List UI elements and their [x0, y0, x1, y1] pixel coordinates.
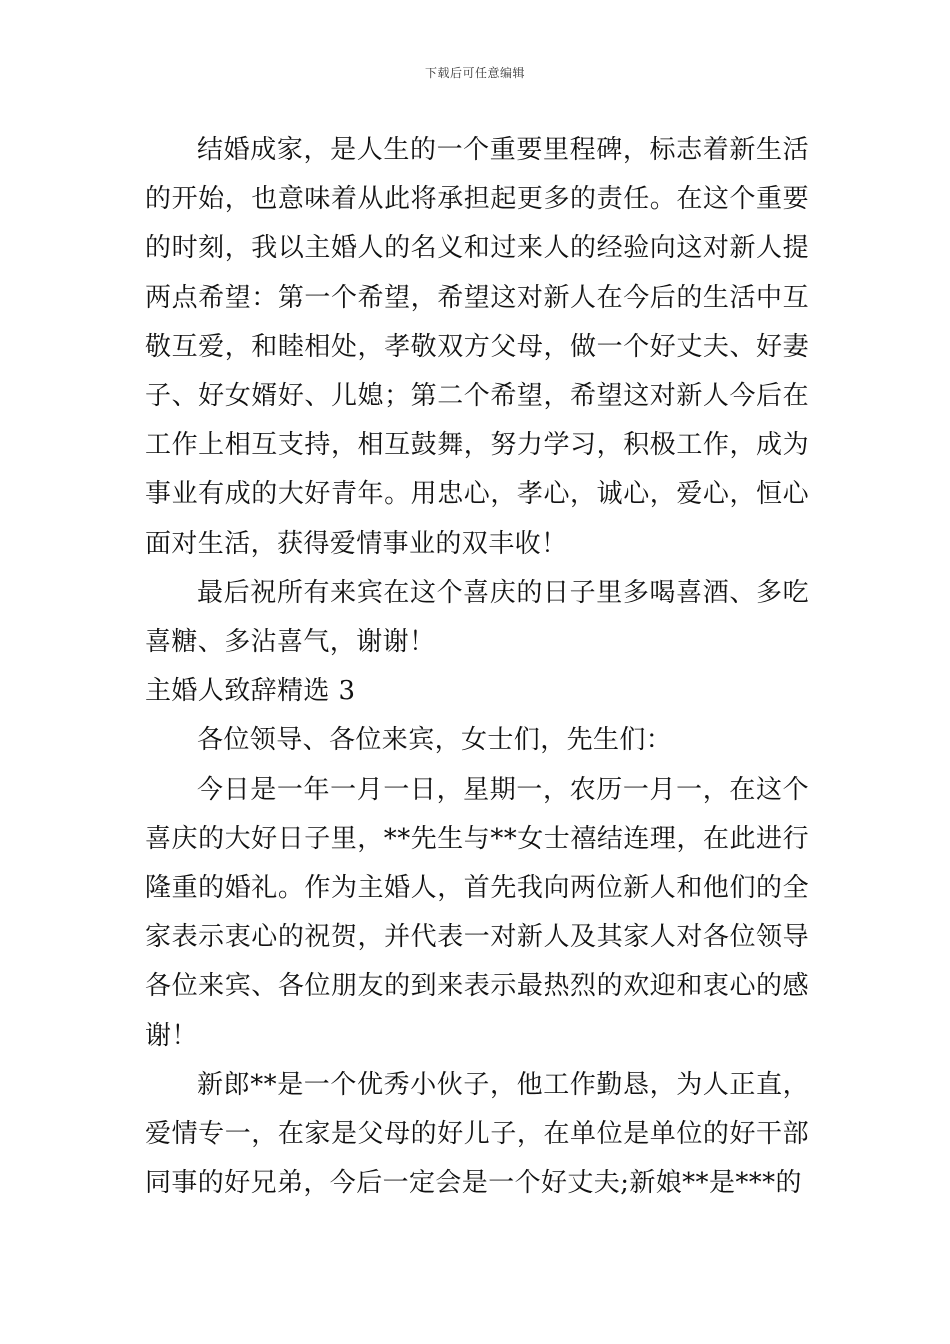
document-body: [145, 126, 809, 1208]
paragraph-wedding-announcement: 今日是一年一月一日，星期一，农历一月一，在这个喜庆的大好日子里，**先生与**女士禧结连理，在此进行隆重的婚礼。作为主婚人，首先我向两位新人和他们的全家表示衷心的祝贺，并代表一对新人及其家人对各位领导各位来宾、各位朋友的到来表示最热烈的欢迎和衷心的感谢！: [145, 774, 809, 1051]
page-header-note: 下载后可任意编辑: [424, 66, 525, 80]
paragraph-closing-wishes: 最后祝所有来宾在这个喜庆的日子里多喝喜酒、多吃喜糖、多沾喜气，谢谢！: [145, 577, 809, 658]
paragraph-marriage-hopes: 结婚成家，是人生的一个重要里程碑，标志着新生活的开始，也意味着从此将承担起更多的责任。在这个重要的时刻，我以主婚人的名义和过来人的经验向这对新人提两点希望：第一个希望，希望这对新人在今后的生活中互敬互爱，和睦相处，孝敬双方父母，做一个好丈夫、好妻子、好女婿好、儿媳；第二个希望，希望这对新人今后在工作上相互支持，相互鼓舞，努力学习，积极工作，成为事业有成的大好青年。用忠心，孝心，诚心，爱心，恒心面对生活，获得爱情事业的双丰收！: [145, 135, 809, 559]
paragraph-groom-description: 新郎**是一个优秀小伙子，他工作勤恳，为人正直，爱情专一，在家是父母的好儿子，在单位是单位的好干部同事的好兄弟，今后一定会是一个好丈夫;新娘**是***的: [145, 1069, 809, 1199]
section-title: 主婚人致辞精选 3: [145, 676, 356, 707]
paragraph-greeting: 各位领导、各位来宾，女士们，先生们：: [197, 725, 673, 756]
